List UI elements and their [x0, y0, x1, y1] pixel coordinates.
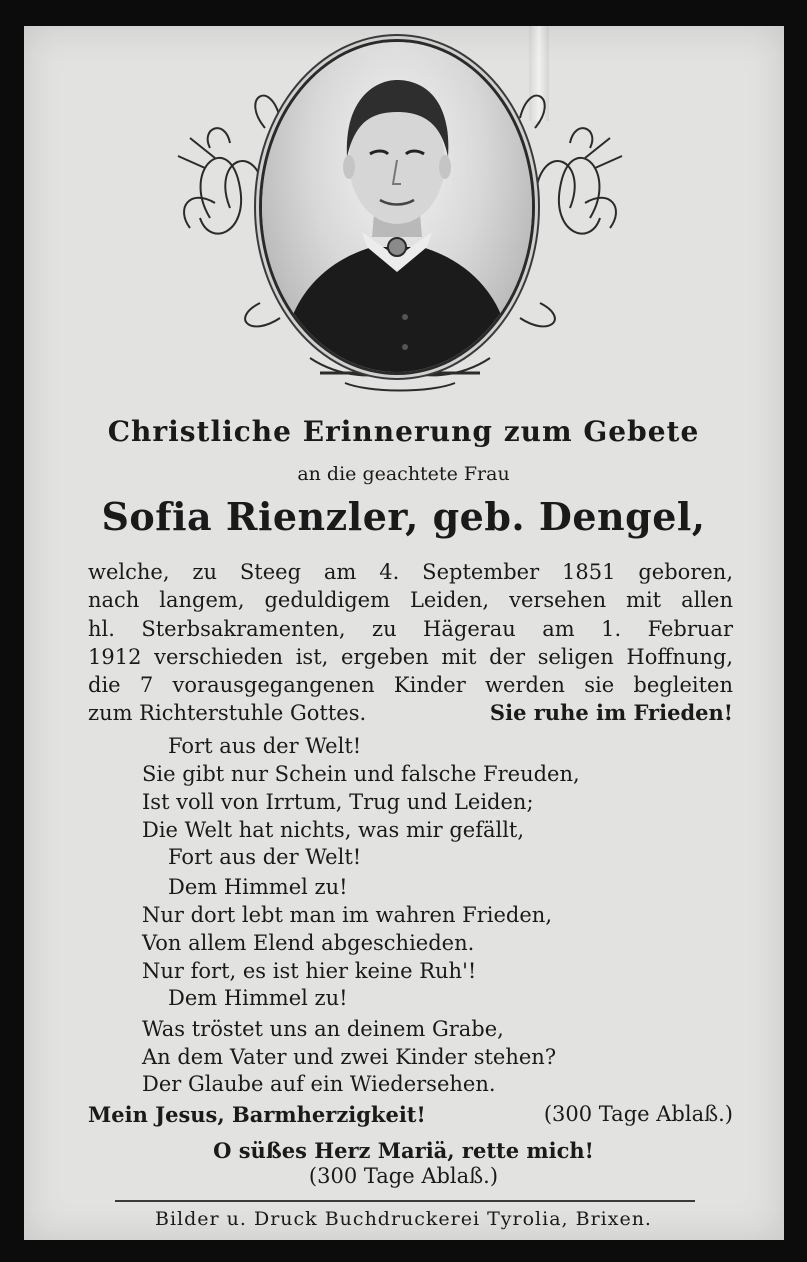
paragraph-line: welche, zu Steeg am 4. September 1851 geboren,: [88, 560, 733, 584]
verse-line: Dem Himmel zu!: [168, 986, 348, 1010]
verse-line: Von allem Elend abgeschieden.: [142, 931, 475, 955]
paragraph-last-line: [88, 699, 733, 727]
printer-imprint: Bilder u. Druck Buchdruckerei Tyrolia, Brixen.: [155, 1208, 652, 1230]
verse-line: Was tröstet uns an deinem Grabe,: [142, 1017, 504, 1041]
biography-paragraph: [88, 558, 733, 728]
verse-line: Fort aus der Welt!: [168, 845, 362, 869]
paragraph-line: 1912 verschieden ist, ergeben mit der seligen Hoffnung,: [88, 644, 733, 669]
verse-line: Nur fort, es ist hier keine Ruh'!: [142, 959, 477, 983]
prayer-jesus: Mein Jesus, Barmherzigkeit!: [88, 1102, 426, 1127]
paragraph-line: die 7 vorausgegangenen Kinder werden sie begleiten: [88, 673, 733, 698]
verse-line: Die Welt hat nichts, was mir gefällt,: [142, 818, 525, 842]
deceased-name: Sofia Rienzler, geb. Dengel,: [101, 494, 706, 539]
prayer-line-one: [88, 1102, 733, 1127]
woman-portrait-icon: [262, 42, 532, 372]
prayer-mary: O süßes Herz Mariä, rette mich!: [213, 1138, 594, 1163]
verse-line: Ist voll von Irrtum, Trug und Leiden;: [142, 790, 534, 814]
verse-line: Der Glaube auf ein Wiedersehen.: [142, 1072, 496, 1096]
rest-in-peace: Sie ruhe im Frieden!: [489, 700, 733, 726]
ablass-note-two: (300 Tage Ablaß.): [308, 1164, 499, 1188]
ablass-note: (300 Tage Ablaß.): [543, 1102, 733, 1126]
paragraph-line: hl. Sterbsakramenten, zu Hägerau am 1. Februar: [88, 616, 733, 641]
verse-line: Fort aus der Welt!: [168, 734, 362, 758]
portrait-photo: [262, 42, 532, 372]
verse-line: An dem Vater und zwei Kinder stehen?: [142, 1045, 557, 1069]
verse-line: Dem Himmel zu!: [168, 875, 348, 899]
card-subtitle: an die geachtete Frau: [297, 463, 510, 485]
card-title: Christliche Erinnerung zum Gebete: [107, 415, 700, 448]
verse-line: Nur dort lebt man im wahren Frieden,: [142, 903, 553, 927]
verse-line: Sie gibt nur Schein und falsche Freuden,: [142, 762, 580, 786]
paragraph-line: nach langem, geduldigem Leiden, versehen mit allen: [88, 588, 733, 613]
divider-rule: [115, 1200, 695, 1202]
paragraph-last-plain: zum Richterstuhle Gottes.: [88, 701, 367, 726]
